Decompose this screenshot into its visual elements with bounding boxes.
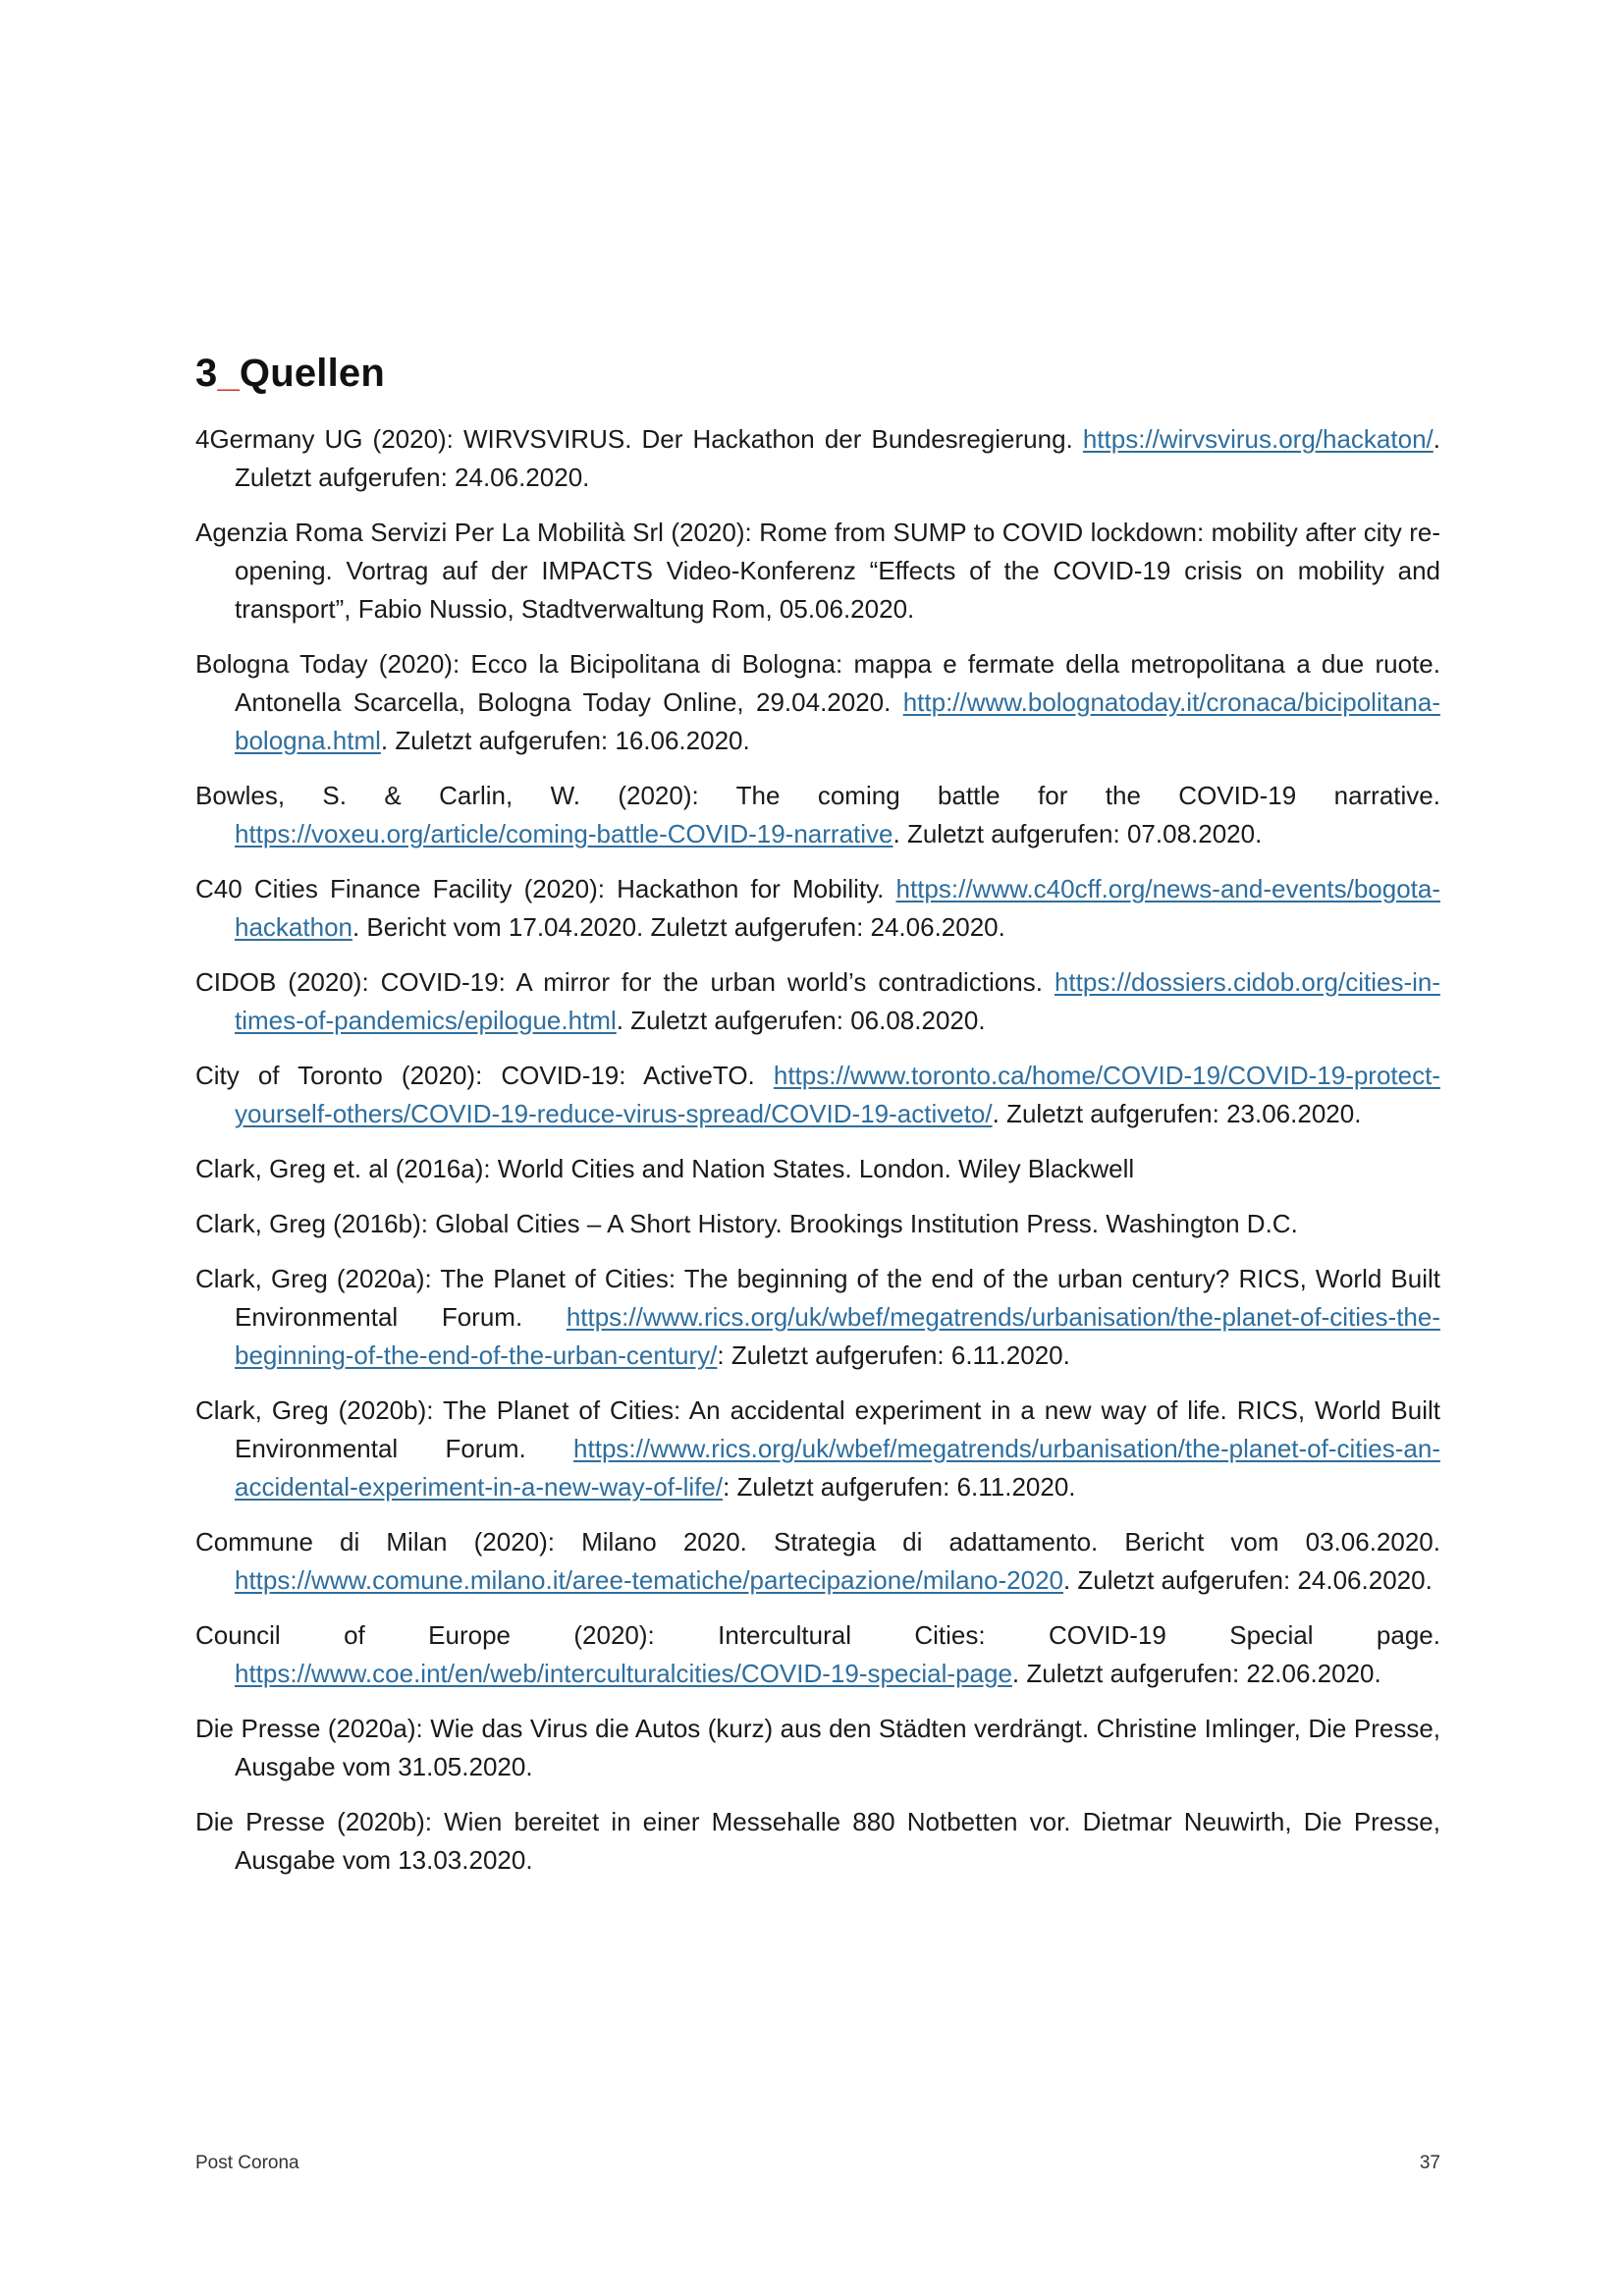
reference-link[interactable]: https://www.c40cff.org/news-and-events/bogota-hackathon: [235, 874, 1440, 942]
footer-document-title: Post Corona: [195, 2153, 299, 2173]
reference-entry: [195, 1710, 1440, 1786]
reference-entry: [195, 963, 1440, 1040]
footer-page-number: 37: [1419, 2153, 1440, 2173]
reference-link[interactable]: https://www.coe.int/en/web/interculturalcities/COVID-19-special-page: [235, 1659, 1012, 1688]
reference-access-note: : Zuletzt aufgerufen: 6.11.2020.: [723, 1472, 1076, 1502]
reference-access-note: . Zuletzt aufgerufen: 22.06.2020.: [1011, 1659, 1381, 1688]
reference-entry: [195, 870, 1440, 947]
reference-text: Council of Europe (2020): Intercultural Cities: COVID-19 Special page.: [195, 1620, 1440, 1650]
reference-link[interactable]: https://www.comune.milano.it/aree-tematiche/partecipazione/milano-2020: [235, 1565, 1063, 1595]
reference-text: Die Presse (2020a): Wie das Virus die Autos (kurz) aus den Städten verdrängt. Christine Imlinger, Die Presse, Ausgabe vom 31.05.2020.: [195, 1714, 1440, 1781]
reference-text: Bologna Today (2020): Ecco la Bicipolitana di Bologna: mappa e fermate della metropolitana a due ruote. Antonella Scarcella, Bologna Today Online, 29.04.2020.: [195, 649, 1440, 717]
reference-entry: [195, 1392, 1440, 1506]
reference-access-note: : Zuletzt aufgerufen: 6.11.2020.: [717, 1340, 1070, 1370]
reference-text: Agenzia Roma Servizi Per La Mobilità Srl (2020): Rome from SUMP to COVID lockdown: mobility after city re-opening. Vortrag auf der IMPACTS Video-Konferenz “Effects of the COVID-19 crisis on mobility and transport”, Fabio Nussio, Stadtverwaltung Rom, 05.06.2020.: [195, 518, 1440, 624]
reference-text: Clark, Greg (2020b): The Planet of Cities: An accidental experiment in a new way of life. RICS, World Built Environmental Forum.: [195, 1395, 1440, 1463]
reference-list: [195, 420, 1440, 1896]
reference-access-note: . Zuletzt aufgerufen: 24.06.2020.: [1062, 1565, 1433, 1595]
reference-link[interactable]: https://www.rics.org/uk/wbef/megatrends/urbanisation/the-planet-of-cities-the-beginning-of-the-end-of-the-urban-century/: [235, 1302, 1440, 1370]
reference-link[interactable]: https://dossiers.cidob.org/cities-in-times-of-pandemics/epilogue.html: [235, 967, 1440, 1035]
reference-link[interactable]: http://www.bolognatoday.it/cronaca/bicipolitana-bologna.html: [235, 687, 1440, 755]
reference-text: Bowles, S. & Carlin, W. (2020): The coming battle for the COVID-19 narrative.: [195, 781, 1440, 810]
reference-access-note: . Zuletzt aufgerufen: 07.08.2020.: [893, 819, 1263, 848]
reference-text: Clark, Greg (2016b): Global Cities – A Short History. Brookings Institution Press. Washington D.C.: [195, 1209, 1298, 1238]
reference-entry: [195, 1616, 1440, 1693]
section-number: 3: [195, 352, 218, 395]
reference-entry: [195, 1803, 1440, 1880]
reference-text: Clark, Greg (2020a): The Planet of Cities: The beginning of the end of the urban century? RICS, World Built Environmental Forum.: [195, 1264, 1440, 1332]
reference-access-note: . Zuletzt aufgerufen: 06.08.2020.: [616, 1006, 986, 1035]
reference-text: 4Germany UG (2020): WIRVSVIRUS. Der Hackathon der Bundesregierung.: [195, 424, 1083, 454]
reference-link[interactable]: https://www.rics.org/uk/wbef/megatrends/urbanisation/the-planet-of-cities-an-accidental-experiment-in-a-new-way-of-life/: [235, 1434, 1440, 1502]
reference-access-note: . Zuletzt aufgerufen: 16.06.2020.: [380, 726, 750, 755]
reference-text: Clark, Greg et. al (2016a): World Cities and Nation States. London. Wiley Blackwell: [195, 1154, 1135, 1183]
reference-entry: [195, 1260, 1440, 1375]
reference-text: C40 Cities Finance Facility (2020): Hackathon for Mobility.: [195, 874, 896, 903]
section-heading: [195, 352, 385, 396]
section-number-separator: _: [217, 352, 240, 395]
reference-text: City of Toronto (2020): COVID-19: ActiveTO.: [195, 1061, 774, 1090]
section-title: Quellen: [239, 352, 386, 395]
reference-entry: [195, 1205, 1440, 1243]
reference-link[interactable]: https://wirvsvirus.org/hackaton/: [1082, 424, 1434, 454]
reference-access-note: . Zuletzt aufgerufen: 23.06.2020.: [992, 1099, 1362, 1128]
reference-text: CIDOB (2020): COVID-19: A mirror for the urban world’s contradictions.: [195, 967, 1055, 997]
reference-entry: [195, 420, 1440, 497]
reference-text: Commune di Milan (2020): Milano 2020. Strategia di adattamento. Bericht vom 03.06.2020.: [195, 1527, 1440, 1557]
reference-text: Die Presse (2020b): Wien bereitet in einer Messehalle 880 Notbetten vor. Dietmar Neuwirth, Die Presse, Ausgabe vom 13.03.2020.: [195, 1807, 1440, 1875]
reference-access-note: . Zuletzt aufgerufen: 24.06.2020.: [235, 424, 1440, 492]
reference-entry: [195, 645, 1440, 760]
reference-link[interactable]: https://voxeu.org/article/coming-battle-COVID-19-narrative: [235, 819, 893, 848]
reference-entry: [195, 777, 1440, 853]
reference-access-note: . Bericht vom 17.04.2020. Zuletzt aufgerufen: 24.06.2020.: [352, 912, 1005, 942]
reference-entry: [195, 1057, 1440, 1133]
reference-entry: [195, 1523, 1440, 1600]
reference-link[interactable]: https://www.toronto.ca/home/COVID-19/COVID-19-protect-yourself-others/COVID-19-reduce-virus-spread/COVID-19-activeto/: [235, 1061, 1440, 1128]
reference-entry: [195, 514, 1440, 629]
reference-entry: [195, 1150, 1440, 1188]
